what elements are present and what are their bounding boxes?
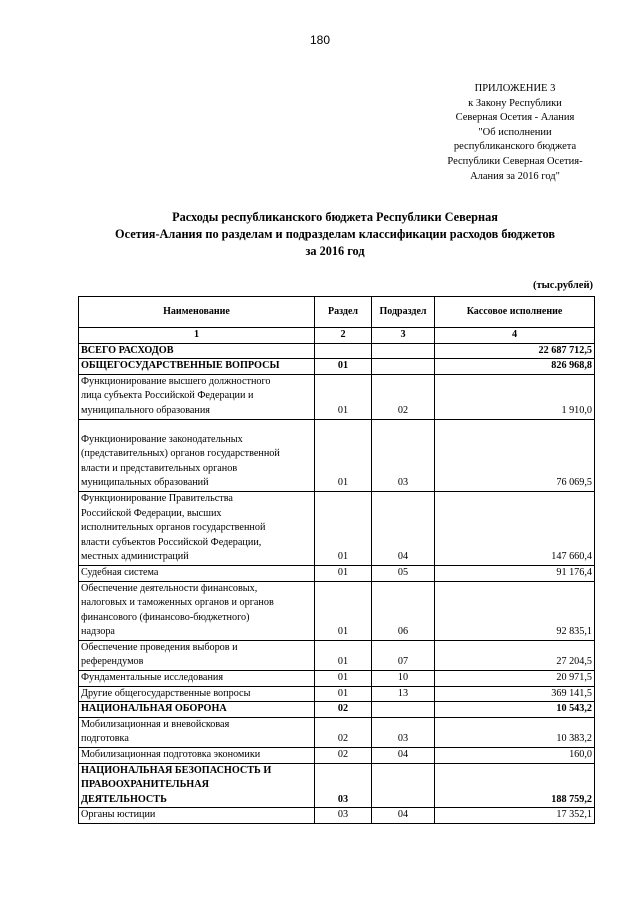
document-title (70, 209, 600, 260)
row-section: 01 (315, 374, 372, 419)
row-amount: 91 176,4 (435, 565, 595, 581)
row-name: ВСЕГО РАСХОДОВ (79, 343, 315, 359)
table-row (79, 374, 595, 419)
table-row (79, 565, 595, 581)
row-subsection: 04 (372, 808, 435, 824)
table-row (79, 491, 595, 565)
row-name: ОБЩЕГОСУДАРСТВЕННЫЕ ВОПРОСЫ (79, 359, 315, 375)
row-name: Мобилизационная и вневойсковая подготовка (79, 717, 315, 747)
row-subsection (372, 359, 435, 375)
row-amount: 188 759,2 (435, 763, 595, 808)
title-line: Осетия-Алания по разделам и подразделам классификации расходов бюджетов (115, 227, 555, 241)
table-row (79, 359, 595, 375)
units-label: (тыс.рублей) (532, 280, 593, 291)
row-subsection (372, 343, 435, 359)
row-name: Другие общегосударственные вопросы (79, 686, 315, 702)
row-section: 01 (315, 686, 372, 702)
expenditure-table (78, 296, 595, 824)
row-amount: 92 835,1 (435, 581, 595, 640)
row-name: Судебная система (79, 565, 315, 581)
row-name: Обеспечение проведения выборов и референдумов (79, 640, 315, 670)
row-name: НАЦИОНАЛЬНАЯ ОБОРОНА (79, 702, 315, 718)
row-amount: 147 660,4 (435, 491, 595, 565)
row-subsection: 02 (372, 374, 435, 419)
row-section: 03 (315, 763, 372, 808)
row-subsection: 03 (372, 717, 435, 747)
table-row (79, 343, 595, 359)
row-amount: 369 141,5 (435, 686, 595, 702)
row-subsection: 06 (372, 581, 435, 640)
table-row (79, 640, 595, 670)
table-row (79, 808, 595, 824)
row-section: 01 (315, 640, 372, 670)
appendix-block (420, 82, 610, 184)
row-name: Мобилизационная подготовка экономики (79, 748, 315, 764)
header-amount: Кассовое исполнение (435, 297, 595, 328)
title-line: за 2016 год (305, 244, 365, 258)
table-row (79, 763, 595, 808)
column-number: 2 (315, 328, 372, 344)
table-row (79, 717, 595, 747)
table-row (79, 702, 595, 718)
row-subsection: 10 (372, 671, 435, 687)
row-name: Функционирование высшего должностного лица субъекта Российской Федерации и муниципального образования (79, 374, 315, 419)
row-section: 02 (315, 748, 372, 764)
row-name: НАЦИОНАЛЬНАЯ БЕЗОПАСНОСТЬ И ПРАВООХРАНИТЕЛЬНАЯ ДЕЯТЕЛЬНОСТЬ (79, 763, 315, 808)
row-amount: 27 204,5 (435, 640, 595, 670)
row-section: 01 (315, 419, 372, 491)
row-section (315, 343, 372, 359)
row-section: 02 (315, 702, 372, 718)
row-name: Функционирование Правительства Российской Федерации, высших исполнительных органов государственной власти субъектов Российской Федерации, местных администраций (79, 491, 315, 565)
appendix-line: "Об исполнении (478, 126, 552, 138)
row-name: Фундаментальные исследования (79, 671, 315, 687)
column-number: 1 (79, 328, 315, 344)
row-section: 01 (315, 491, 372, 565)
column-number: 4 (435, 328, 595, 344)
row-subsection (372, 763, 435, 808)
column-number: 3 (372, 328, 435, 344)
row-subsection: 07 (372, 640, 435, 670)
row-name: Функционирование законодательных (представительных) органов государственной власти и представительных органов муниципальных образований (79, 419, 315, 491)
row-amount: 22 687 712,5 (435, 343, 595, 359)
appendix-line: Алания за 2016 год" (470, 170, 560, 182)
row-amount: 17 352,1 (435, 808, 595, 824)
row-subsection: 04 (372, 491, 435, 565)
header-subsection: Подраздел (372, 297, 435, 328)
row-subsection: 05 (372, 565, 435, 581)
row-subsection (372, 702, 435, 718)
row-section: 02 (315, 717, 372, 747)
row-amount: 1 910,0 (435, 374, 595, 419)
row-section: 03 (315, 808, 372, 824)
table-row (79, 686, 595, 702)
table-row (79, 419, 595, 491)
row-subsection: 13 (372, 686, 435, 702)
row-section: 01 (315, 581, 372, 640)
row-amount: 160,0 (435, 748, 595, 764)
row-amount: 826 968,8 (435, 359, 595, 375)
row-amount: 10 383,2 (435, 717, 595, 747)
page-number: 180 (309, 33, 331, 47)
row-amount: 76 069,5 (435, 419, 595, 491)
column-number-row (79, 328, 595, 344)
title-line: Расходы республиканского бюджета Республики Северная (172, 210, 498, 224)
table-row (79, 748, 595, 764)
row-section: 01 (315, 359, 372, 375)
row-section: 01 (315, 671, 372, 687)
table-header-row (79, 297, 595, 328)
row-amount: 20 971,5 (435, 671, 595, 687)
row-amount: 10 543,2 (435, 702, 595, 718)
appendix-line: ПРИЛОЖЕНИЕ 3 (474, 83, 556, 94)
appendix-line: Северная Осетия - Алания (455, 112, 575, 124)
appendix-line: республиканского бюджета (453, 141, 577, 153)
header-name: Наименование (79, 297, 315, 328)
row-name: Органы юстиции (79, 808, 315, 824)
row-section: 01 (315, 565, 372, 581)
header-section: Раздел (315, 297, 372, 328)
appendix-line: к Закону Республики (468, 97, 562, 109)
row-subsection: 03 (372, 419, 435, 491)
row-name: Обеспечение деятельности финансовых, налоговых и таможенных органов и органов финансового (финансово-бюджетного) надзора (79, 581, 315, 640)
row-subsection: 04 (372, 748, 435, 764)
table-row (79, 671, 595, 687)
table-row (79, 581, 595, 640)
appendix-line: Республики Северная Осетия- (447, 155, 583, 167)
